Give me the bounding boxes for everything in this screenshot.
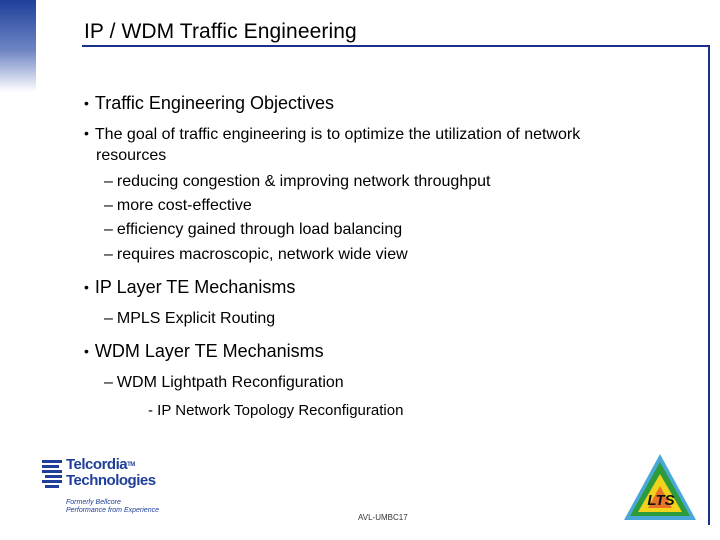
- bullet-goal: [84, 125, 580, 144]
- dash-icon: –: [104, 221, 113, 238]
- bullet-icon: •: [84, 279, 89, 295]
- dash-icon: –: [104, 310, 113, 327]
- sub-bullet: [104, 374, 344, 392]
- bullet-wdm-layer: [84, 341, 324, 362]
- bullet-text: The goal of traffic engineering is to optimize the utilization of network: [94, 126, 581, 143]
- bullet-icon: •: [84, 343, 89, 359]
- dash-icon: –: [104, 374, 113, 391]
- bullet-text: WDM Layer TE Mechanisms: [94, 341, 324, 361]
- sub-sub-bullet: - IP Network Topology Reconfiguration: [148, 402, 404, 419]
- telcordia-logo: [42, 455, 182, 517]
- logo-name-line1: [66, 457, 135, 473]
- footer-slide-code: AVL-UMBC17: [358, 513, 408, 522]
- telcordia-mark-icon: [42, 458, 64, 492]
- bullet-icon: •: [84, 95, 89, 111]
- dash-icon: –: [104, 246, 113, 263]
- sub-bullet-text: more cost-effective: [116, 197, 252, 214]
- sub-bullet: [104, 173, 490, 191]
- sub-bullet: [104, 197, 252, 215]
- bullet-text: Traffic Engineering Objectives: [94, 93, 335, 113]
- logo-trademark: TM: [127, 462, 135, 468]
- lts-triangle-icon: [622, 452, 698, 522]
- sub-bullet-text: efficiency gained through load balancing: [116, 221, 403, 238]
- sub-bullet-text: WDM Lightpath Reconfiguration: [116, 374, 344, 391]
- sub-bullet-text: MPLS Explicit Routing: [116, 310, 276, 327]
- logo-tagline-line1: Formerly Bellcore: [66, 499, 121, 506]
- logo-tagline-line2: Performance from Experience: [66, 507, 159, 514]
- logo-name-line2: Technologies: [66, 472, 156, 489]
- lts-badge-text: LTS: [647, 492, 675, 509]
- sub-bullet: [104, 310, 275, 328]
- bullet-ip-layer: [84, 277, 295, 298]
- sub-bullet: [104, 246, 408, 264]
- sub-bullet-text: reducing congestion & improving network throughput: [116, 173, 491, 190]
- dash-icon: –: [104, 173, 113, 190]
- sub-bullet: [104, 221, 402, 239]
- bullet-traffic-objectives: [84, 93, 334, 114]
- bullet-text: IP Layer TE Mechanisms: [94, 277, 296, 297]
- bullet-icon: •: [84, 125, 89, 141]
- sub-bullet-text: requires macroscopic, network wide view: [116, 246, 408, 263]
- logo-name-text: Telcordia: [66, 456, 128, 473]
- bullet-goal-continued: resources: [96, 147, 167, 164]
- slide-title: IP / WDM Traffic Engineering: [84, 20, 357, 43]
- logo-tagline: [66, 499, 159, 515]
- dash-icon: –: [104, 197, 113, 214]
